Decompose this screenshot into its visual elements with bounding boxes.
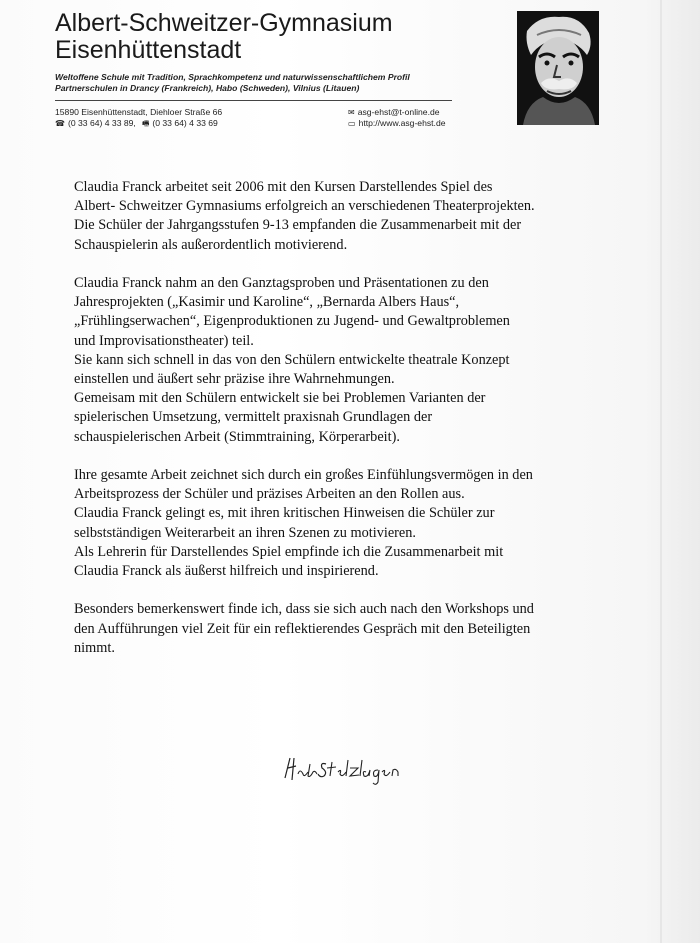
- phone-fax-row: [55, 118, 222, 129]
- letter-line: Jahresprojekten („Kasimir und Karoline“, „Bernarda Albers Haus“,: [74, 294, 460, 311]
- letter-line: Schauspielerin als außerordentlich motivierend.: [74, 236, 348, 253]
- address: 15890 Eisenhüttenstadt, Diehloer Straße 66: [55, 107, 223, 117]
- paper-fold: [660, 0, 662, 943]
- email-row: [348, 107, 446, 118]
- website-row: [348, 118, 446, 129]
- school-tagline: [55, 72, 410, 94]
- school-name-line1: Albert-Schweitzer-Gymnasium: [55, 9, 393, 37]
- phone-number: (0 33 64) 4 33 89,: [67, 118, 136, 128]
- letter-line: Gemeisam mit den Schülern entwickelt sie bei Problemen Varianten der: [74, 390, 486, 407]
- letter-line: spielerischen Umsetzung, vermittelt praxisnah Grundlagen der: [74, 409, 433, 426]
- letter-line: Claudia Franck nahm an den Ganztagsproben und Präsentationen zu den: [74, 275, 489, 291]
- letter-line: „Frühlingserwachen“, Eigenproduktionen zu Jugend- und Gewaltproblemen: [74, 313, 510, 330]
- fax-number: (0 33 64) 4 33 69: [152, 118, 218, 128]
- letter-line: Sie kann sich schnell in das von den Schülern entwickelte theatrale Konzept: [74, 351, 510, 368]
- portrait-image: [517, 11, 599, 125]
- letter-paragraph: [74, 466, 634, 581]
- website-url[interactable]: http://www.asg-ehst.de: [358, 118, 446, 128]
- letter-line: nimmt.: [74, 639, 115, 656]
- website-icon: ▭: [348, 119, 356, 128]
- letterhead-divider: [55, 100, 452, 101]
- contact-left: [55, 107, 222, 129]
- school-name-line2: Eisenhüttenstadt: [55, 36, 242, 64]
- portrait-drawing: [517, 11, 599, 125]
- letter-line: Claudia Franck arbeitet seit 2006 mit den Kursen Darstellendes Spiel des: [74, 179, 493, 195]
- letter-line: und Improvisationstheater) teil.: [74, 332, 254, 349]
- letter-paragraph: [74, 178, 634, 255]
- letter-line: schauspielerischen Arbeit (Stimmtraining, Körperarbeit).: [74, 428, 400, 445]
- letter-line: selbstständigen Weiterarbeit an ihren Szenen zu motivieren.: [74, 524, 416, 541]
- fax-icon: 🖷: [141, 119, 150, 128]
- email-address[interactable]: asg-ehst@t-online.de: [357, 107, 440, 117]
- letter-body: [74, 178, 634, 677]
- letter-paragraph: [74, 600, 634, 658]
- letter-line: Als Lehrerin für Darstellendes Spiel empfinde ich die Zusammenarbeit mit: [74, 543, 504, 560]
- school-name: [55, 10, 393, 64]
- email-icon: ✉: [348, 108, 355, 117]
- letter-line: den Aufführungen viel Zeit für ein reflektierendes Gespräch mit den Beteiligten: [74, 620, 531, 637]
- letter-line: Ihre gesamte Arbeit zeichnet sich durch ein großes Einfühlungsvermögen in den: [74, 467, 533, 484]
- signature-drawing: [282, 752, 412, 788]
- letter-line: Die Schüler der Jahrgangsstufen 9-13 empfanden die Zusammenarbeit mit der: [74, 217, 522, 234]
- letter-line: Besonders bemerkenswert finde ich, dass sie sich auch nach den Workshops und: [74, 601, 534, 618]
- handwritten-signature: [282, 752, 412, 788]
- letter-paragraph: [74, 274, 634, 447]
- letter-line: Arbeitsprozess der Schüler und präzises Arbeiten an den Rollen aus.: [74, 486, 465, 503]
- tagline-partner-schools: Partnerschulen in Drancy (Frankreich), Habo (Schweden), Vilnius (Litauen): [55, 83, 360, 93]
- contact-right: [348, 107, 446, 129]
- letter-line: Claudia Franck als äußerst hilfreich und inspirierend.: [74, 563, 379, 580]
- letter-line: Claudia Franck gelingt es, mit ihren kritischen Hinweisen die Schüler zur: [74, 505, 495, 522]
- letter-line: einstellen und äußert sehr präzise ihre Wahrnehmungen.: [74, 371, 395, 388]
- letter-line: Albert- Schweitzer Gymnasiums erfolgreich an verschiedenen Theaterprojekten.: [74, 198, 535, 215]
- phone-icon: ☎: [55, 119, 65, 128]
- tagline-profile: Weltoffene Schule mit Tradition, Sprachkompetenz und naturwissenschaftlichem Profil: [55, 72, 410, 82]
